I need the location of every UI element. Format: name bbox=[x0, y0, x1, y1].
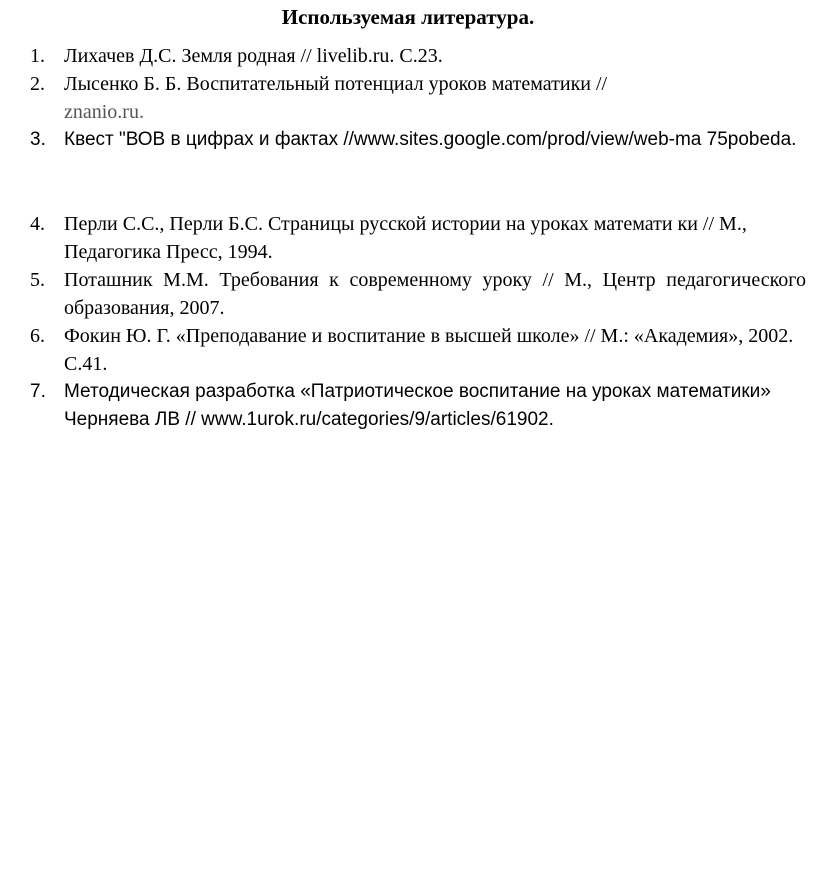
reference-item-3 bbox=[30, 126, 806, 154]
page-title: Используемая литература. bbox=[281, 5, 535, 29]
reference-text: Лихачев Д.С. Земля родная // livelib.ru. С.23. bbox=[64, 45, 443, 67]
reference-item-7 bbox=[30, 378, 806, 434]
reference-item-2 bbox=[30, 70, 806, 126]
reference-text-continuation: znanio.ru. bbox=[64, 101, 144, 123]
reference-text: Перли С.С., Перли Б.С. Страницы русской истории на уроках математи ки // М., Педагогика Пресс, 1994. bbox=[64, 213, 747, 263]
reference-list bbox=[30, 42, 806, 434]
reference-item-5 bbox=[30, 266, 806, 322]
reference-number: 1. bbox=[30, 45, 45, 67]
reference-number: 6. bbox=[30, 325, 45, 347]
reference-number: 2. bbox=[30, 73, 45, 95]
reference-text: Поташник М.М. Требования к современному уроку // М., Центр педагогического образования, 2007. bbox=[64, 269, 806, 319]
reference-number: 3. bbox=[30, 129, 46, 150]
reference-text: Лысенко Б. Б. Воспитательный потенциал уроков математики // bbox=[64, 73, 608, 95]
reference-item-1 bbox=[30, 42, 806, 70]
reference-item-6 bbox=[30, 322, 806, 378]
blank-gap bbox=[30, 154, 806, 210]
reference-item-4 bbox=[30, 210, 806, 266]
reference-text: Фокин Ю. Г. «Преподавание и воспитание в высшей школе» // М.: «Академия», 2002. С.41. bbox=[64, 325, 794, 375]
reference-text: Методическая разработка «Патриотическое воспитание на уроках математики» Черняева ЛВ // www.1urok.ru/categories/9/articles/61902. bbox=[64, 381, 771, 430]
reference-number: 7. bbox=[30, 381, 46, 402]
reference-text: Квест "ВОВ в цифрах и фактах //www.sites.google.com/prod/view/web-ma 75pobeda. bbox=[64, 129, 797, 150]
reference-number: 4. bbox=[30, 213, 45, 235]
reference-number: 5. bbox=[30, 269, 45, 291]
